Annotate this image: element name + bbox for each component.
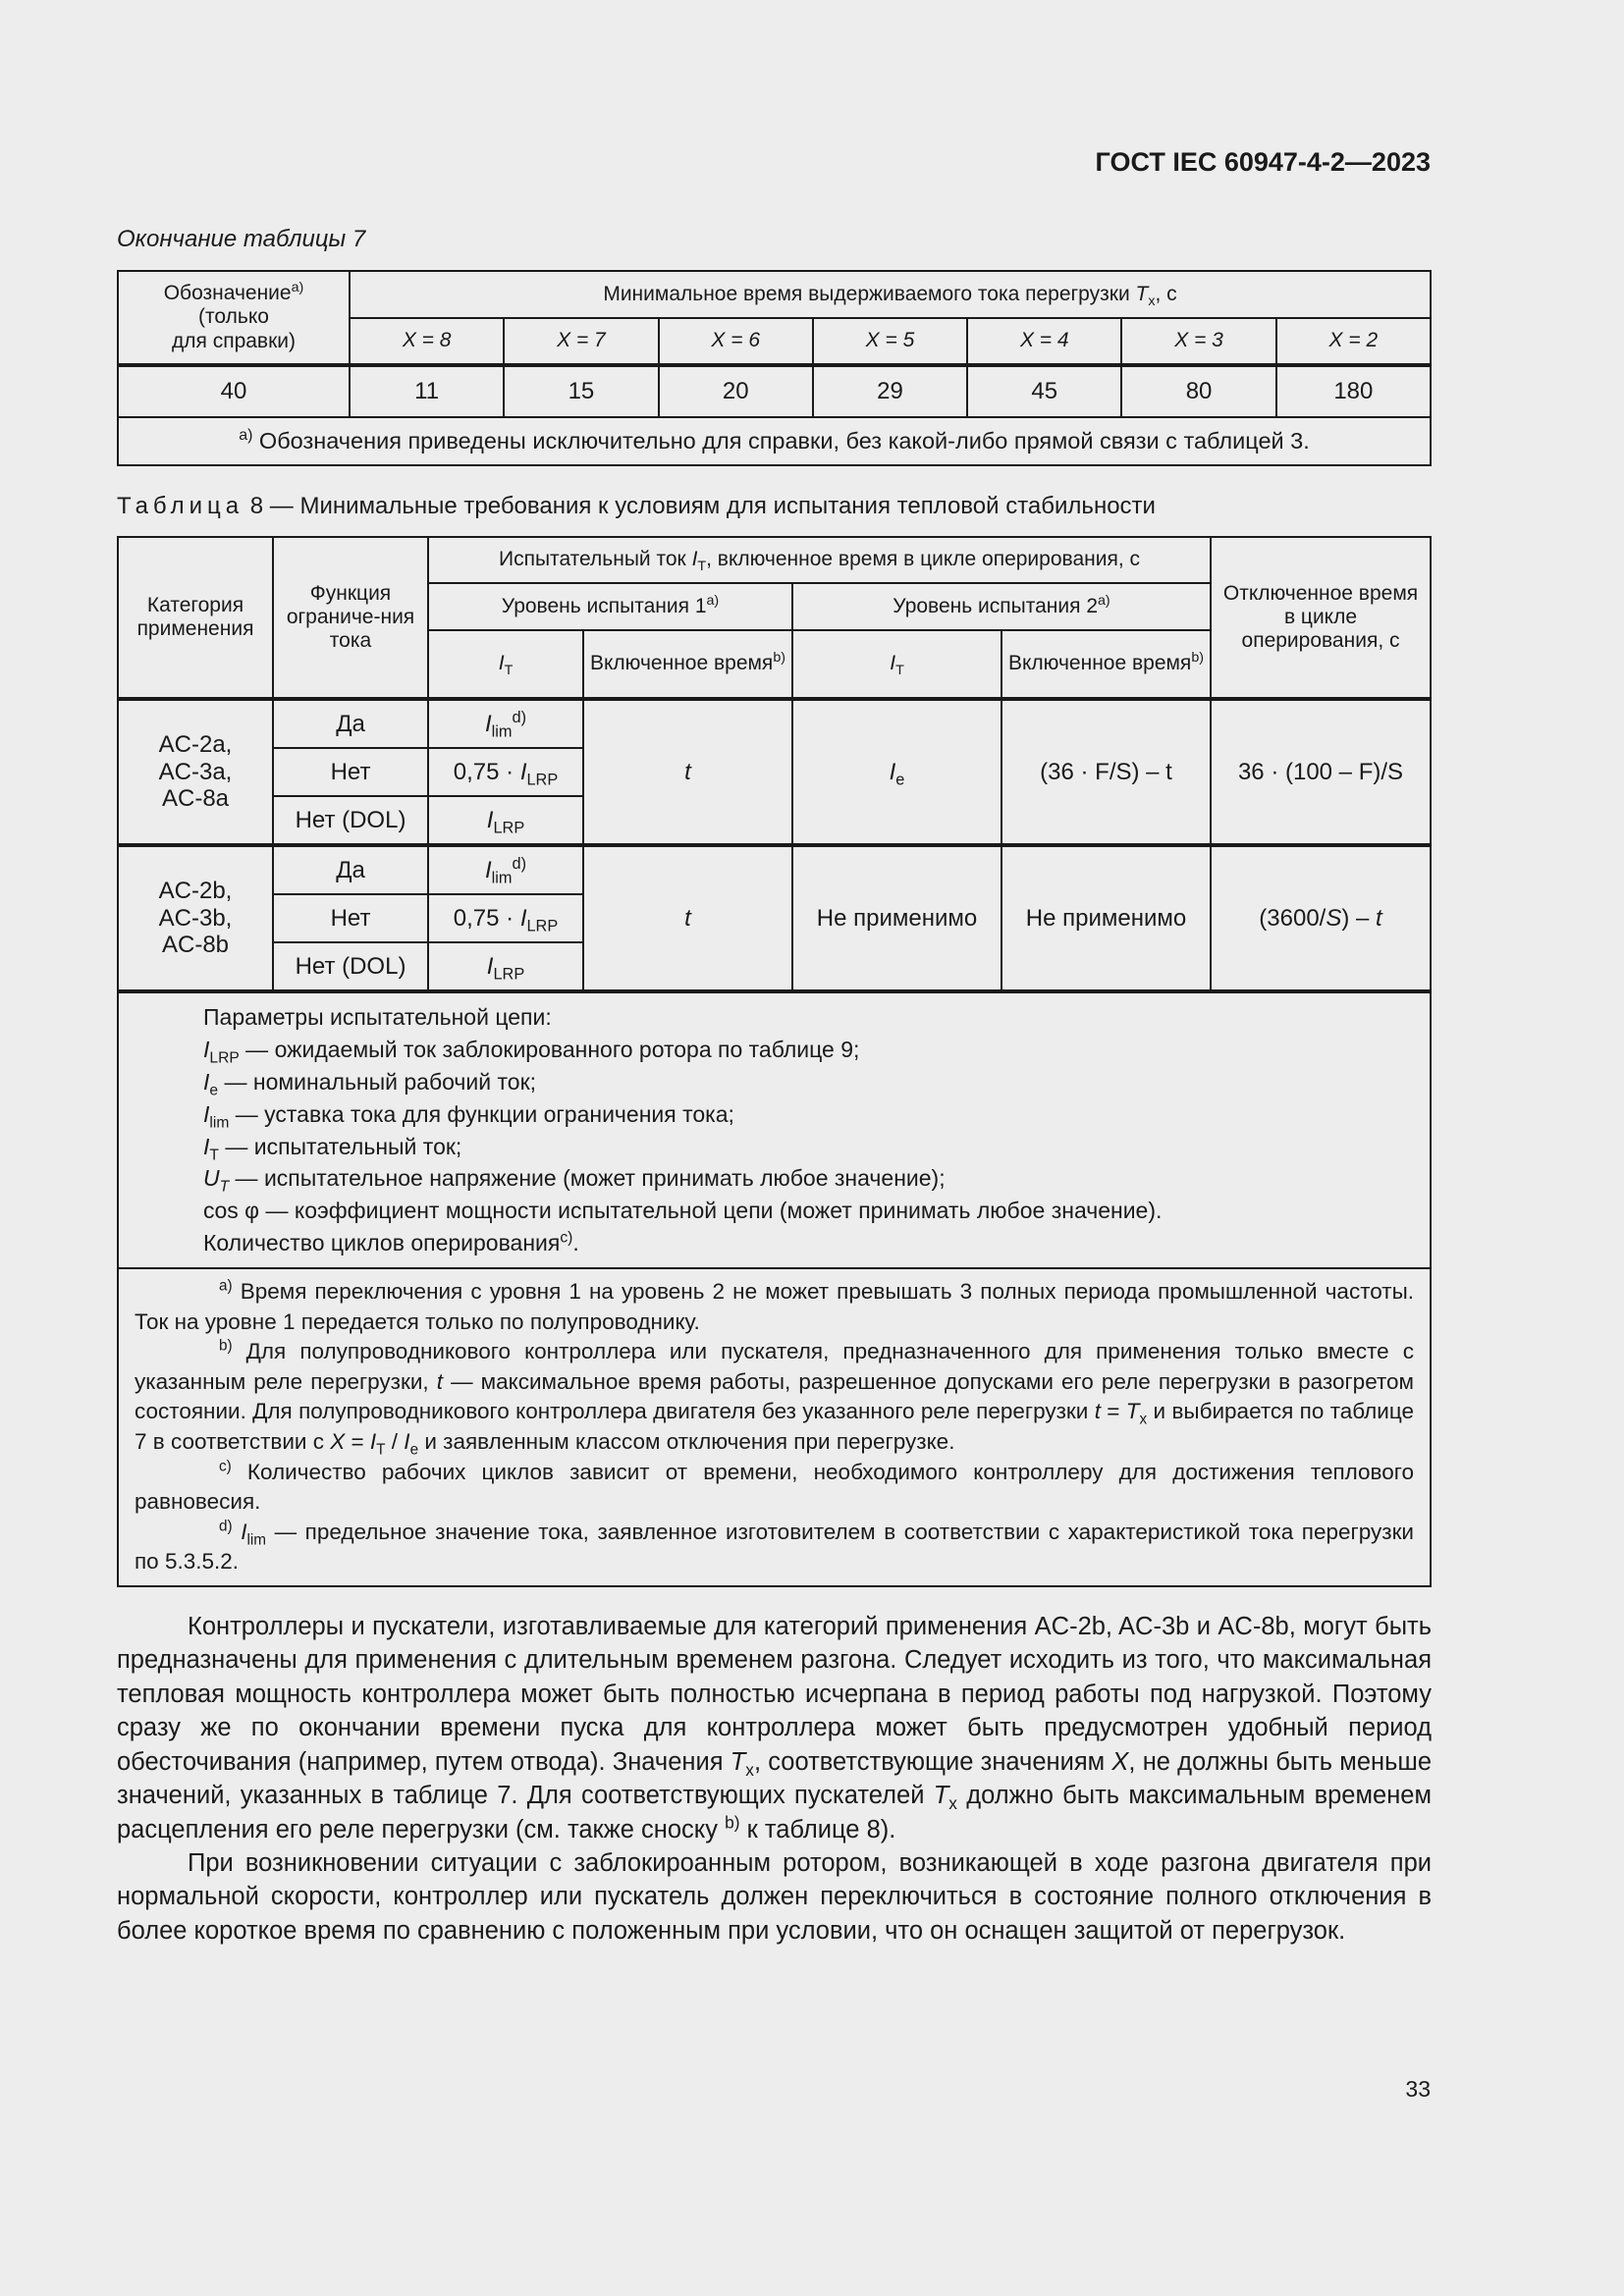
t8-on-time-header: Включенное время$^{b)}$ [583,630,792,699]
t8-row [118,699,1431,748]
t7-col-designation-header: Обозначение$^{a)}$ (только для справки) [118,271,350,365]
t8-level2-header: Уровень испытания 2$^{a)}$ [792,583,1211,630]
t7-x-header: X = 2 [1276,318,1431,365]
document-header: ГОСТ IEC 60947-4-2—2023 [1095,147,1431,177]
t8-function-cell: Да [273,699,428,748]
table7-caption: Окончание таблицы 7 [117,226,366,252]
t8-level2-time-cell: (36 · F/S) – t [1001,699,1211,845]
t8-category-cell: AC-2a, AC-3a, AC-8a [118,699,273,845]
body-paragraph-1: Контроллеры и пускатели, изготавливаемые для категорий применения AC-2b, AC-3b и AC-8b, могут быть предназначены для применения с длительным временем разгона. Следует исходить из того, что максимальная тепловая мощность контроллера может быть полностью исчерпана в период работы под нагрузкой. Поэтому сразу же по окончании времени пуска для контроллера может быть предусмотрен удобный период обесточивания (например, путем отвода). Значения $T_x$, соответствующие значениям X, не должны быть меньше значений, указанных в таблице 7. Для соответствующих пускателей $T_x$ должно быть максимальным временем расцепления его реле перегрузки (см. также сноску $^{b)}$ к таблице 8). [117,1613,1433,1843]
t7-cell: 180 [1276,365,1431,417]
t8-it-header: $I_T$ [792,630,1001,699]
t8-function-header: Функция ограниче-ния тока [273,537,428,699]
t7-cell: 80 [1121,365,1275,417]
t8-test-circuit-params [118,991,1431,1268]
param-it: $I_T$ — испытательный ток; [203,1133,462,1163]
t8-level2-time-cell: Не применимо [1001,845,1211,991]
body-text [117,1610,1432,1948]
t7-x-header: X = 4 [967,318,1121,365]
param-cycles: Количество циклов оперирования$^{c)}$. [203,1229,579,1256]
t8-it-cell: $I_{lim}^{d)}$ [428,845,583,894]
t8-current-header: Испытательный ток $I_T$, включенное время в цикле оперирования, с [428,537,1211,583]
t7-cell: 45 [967,365,1121,417]
param-cos: cos φ — коэффициент мощности испытательной цепи (может принимать любое значение). [203,1198,1163,1224]
note-d: $^{d)}$ $I_{lim}$ — предельное значение тока, заявленное изготовителем в соответствии с характеристикой тока перегрузки по 5.3.5.2. [135,1518,1414,1575]
params-title: Параметры испытательной цепи: [203,1004,552,1030]
page-number: 33 [1405,2076,1431,2102]
note-c: $^{c)}$ Количество рабочих циклов зависит от времени, необходимого контроллеру для достижения теплового равновесия. [135,1458,1414,1515]
t7-group-header: Минимальное время выдерживаемого тока перегрузки $T_x$, c [350,271,1431,318]
t8-footnotes [118,1268,1431,1586]
param-ie: $I_e$ — номинальный рабочий ток; [203,1068,537,1099]
t8-off-time-cell: 36 · (100 – F)/S [1211,699,1431,845]
param-ilim: $I_{lim}$ — уставка тока для функции ограничения тока; [203,1100,734,1132]
t8-on-time-cell: t [583,699,792,845]
t7-cell: 40 [118,365,350,417]
t7-x-header: X = 7 [504,318,658,365]
table-7 [117,270,1432,466]
t8-function-cell: Нет (DOL) [273,942,428,991]
t8-it-cell: $I_{LRP}$ [428,796,583,845]
t7-x-header: X = 8 [350,318,504,365]
t8-off-time-header: Отключенное время в цикле оперирования, с [1211,537,1431,699]
t7-footnote: $^{a)}$ Обозначения приведены исключительно для справки, без какой-либо прямой связи с таблицей 3. [118,417,1431,465]
t8-it-cell: $I_{LRP}$ [428,942,583,991]
t8-it-cell: $0,75 \cdot I_{LRP}$ [428,894,583,942]
t8-row [118,845,1431,894]
t8-function-cell: Нет (DOL) [273,796,428,845]
param-ut: $U_T$ — испытательное напряжение (может принимать любое значение); [203,1165,946,1196]
t8-category-cell: AC-2b, AC-3b, AC-8b [118,845,273,991]
t8-function-cell: Да [273,845,428,894]
t8-function-cell: Нет [273,894,428,942]
param-ilrp: $I_{LRP}$ — ожидаемый ток заблокированного ротора по таблице 9; [203,1036,860,1067]
t8-off-time-cell: (3600/S) – t [1211,845,1431,991]
t7-cell: 11 [350,365,504,417]
t8-level1-header: Уровень испытания 1$^{a)}$ [428,583,792,630]
t8-category-header: Категория применения [118,537,273,699]
t7-x-header: X = 6 [659,318,813,365]
t8-on-time-cell: t [583,845,792,991]
t7-x-header: X = 5 [813,318,967,365]
t8-on-time-header: Включенное время$^{b)}$ [1001,630,1211,699]
body-paragraph-2: При возникновении ситуации с заблокироанным ротором, возникающей в ходе разгона двигателя при нормальной скорости, контроллер или пускатель должен переключиться в состояние полного отключения в более короткое время по сравнению с положенным при условии, что он оснащен защитой от перегрузок. [117,1848,1432,1945]
table-8 [117,536,1432,1587]
t8-function-cell: Нет [273,748,428,796]
note-b: $^{b)}$ Для полупроводникового контроллера или пускателя, предназначенного для применения только вместе с указанным реле перегрузки, t — максимальное время работы, разрешенное допусками его реле перегрузки в разогретом состоянии. Для полупроводникового контроллера двигателя без указанного реле перегрузки $t = T_x$ и выбирается по таблице 7 в соответствии с $X = I_T / I_e$ и заявленным классом отключения при перегрузке. [135,1337,1414,1459]
table8-caption: Таблица 8 — Минимальные требования к условиям для испытания тепловой стабильности [117,493,1156,519]
note-a: $^{a)}$ Время переключения с уровня 1 на уровень 2 не может превышать 3 полных периода промышленной частоты. Ток на уровне 1 передается только по полупроводнику. [135,1277,1414,1334]
t7-cell: 20 [659,365,813,417]
t8-level2-current-cell: $I_e$ [792,699,1001,845]
t8-it-cell: $I_{lim}^{d)}$ [428,699,583,748]
t7-x-header: X = 3 [1121,318,1275,365]
t8-level2-current-cell: Не применимо [792,845,1001,991]
t7-cell: 29 [813,365,967,417]
t8-it-cell: $0,75 \cdot I_{LRP}$ [428,748,583,796]
t8-it-header: $I_T$ [428,630,583,699]
t7-data-row [118,365,1431,417]
t7-cell: 15 [504,365,658,417]
